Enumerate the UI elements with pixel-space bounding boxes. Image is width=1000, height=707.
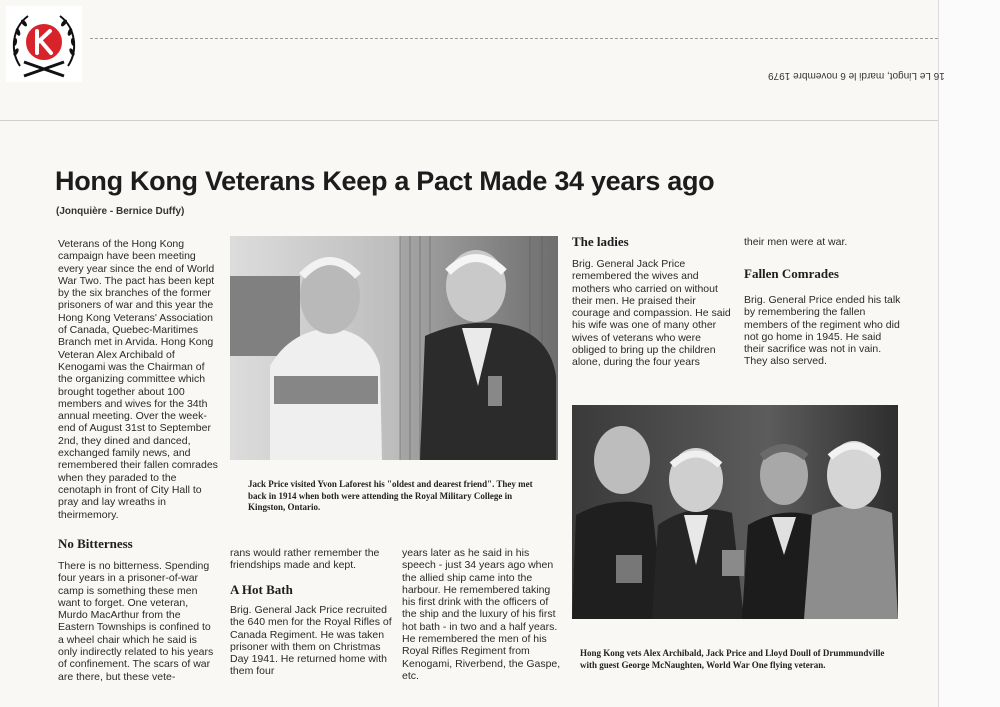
- column-2-continuation: rans would rather remember the friendships made and kept.: [230, 547, 380, 572]
- ladies-heading: The ladies: [572, 234, 629, 249]
- intro-paragraph: Veterans of the Hong Kong campaign have been meeting every year since the end of World War Two. The pact has been kept by the six branches of the former prisoners of war and this year the Hong Kong Veterans' Association of Canada, Quebec-Maritimes Branch met in Arvida. Hong Kong Veteran Alex Archibald of Kenogami was the Chairman of the organizing committee which brought together about 100 members and wives for the 34th annual meeting. Over the week-end of August 31st to September 2nd, they dined and danced, exchanged family news, and remembered their fallen comrades when they paraded to the cenotaph in front of City Hall to pray and lay wreaths in theirmemory.: [58, 238, 218, 521]
- photo-2-caption: Hong Kong vets Alex Archibald, Jack Price and Lloyd Doull of Drummundville with guest George McNaughten, World War One flying veteran.: [580, 648, 885, 670]
- logo: [6, 6, 82, 82]
- page-top-rule: [90, 38, 938, 39]
- hot-bath-heading: A Hot Bath: [230, 582, 293, 597]
- scan-margin: [938, 0, 1000, 707]
- photo-1-caption: Jack Price visited Yvon Laforest his "oldest and dearest friend". They met back in 1914 when both were attending the Royal Military College in Kingston, Ontario.: [248, 479, 533, 512]
- column-1-intro: [58, 238, 218, 521]
- hot-bath-text: Brig. General Jack Price recruited the 640 men for the Royal Rifles of Canada Regiment. He was taken prisoner with them on Christmas Day 1941. He returned home with them four: [230, 604, 392, 678]
- headline: Hong Kong Veterans Keep a Pact Made 34 years ago: [55, 166, 715, 196]
- fallen-comrades-heading: Fallen Comrades: [744, 266, 839, 281]
- no-bitterness-heading: No Bitterness: [58, 536, 133, 551]
- wreath-logo-icon: [6, 6, 82, 82]
- photo-veterans-group: [572, 405, 898, 619]
- photo-price-laforest: [230, 236, 558, 460]
- no-bitterness-text: There is no bitterness. Spending four years in a prisoner-of-war camp is something these men want to forget. One veteran, Murdo MacArthur from the Eastern Townships is confined to a wheel chair which he said is only indirectly related to his years of confinement. The scars of war are there, but these vete-: [58, 560, 214, 683]
- folio: 16 Le Lingot, mardi le 6 novembre 1979: [768, 70, 945, 81]
- byline: (Jonquière - Bernice Duffy): [56, 206, 185, 217]
- ladies-text: Brig. General Jack Price remembered the wives and mothers who carried on without their men. He praised their courage and compassion. He said his wife was one of many other wives of veterans who were obliged to bring up the children alone, during the four years: [572, 258, 731, 369]
- column-3-text: years later as he said in his speech - just 34 years ago when the allied ship came into the harbour. He remembered taking his first drink with the officers of the ship and the luxury of his first hot bath - in two and a half years. He remembered the men of his Royal Rifles Regiment from Kenogami, Riverbend, the Gaspe, etc.: [402, 547, 561, 682]
- column-5-continuation: their men were at war.: [744, 236, 848, 248]
- header-rule: [0, 120, 938, 121]
- fallen-comrades-text: Brig. General Price ended his talk by remembering the fallen members of the regiment who did not go home in 1945. He said their sacrifice was not in vain. They also served.: [744, 294, 901, 368]
